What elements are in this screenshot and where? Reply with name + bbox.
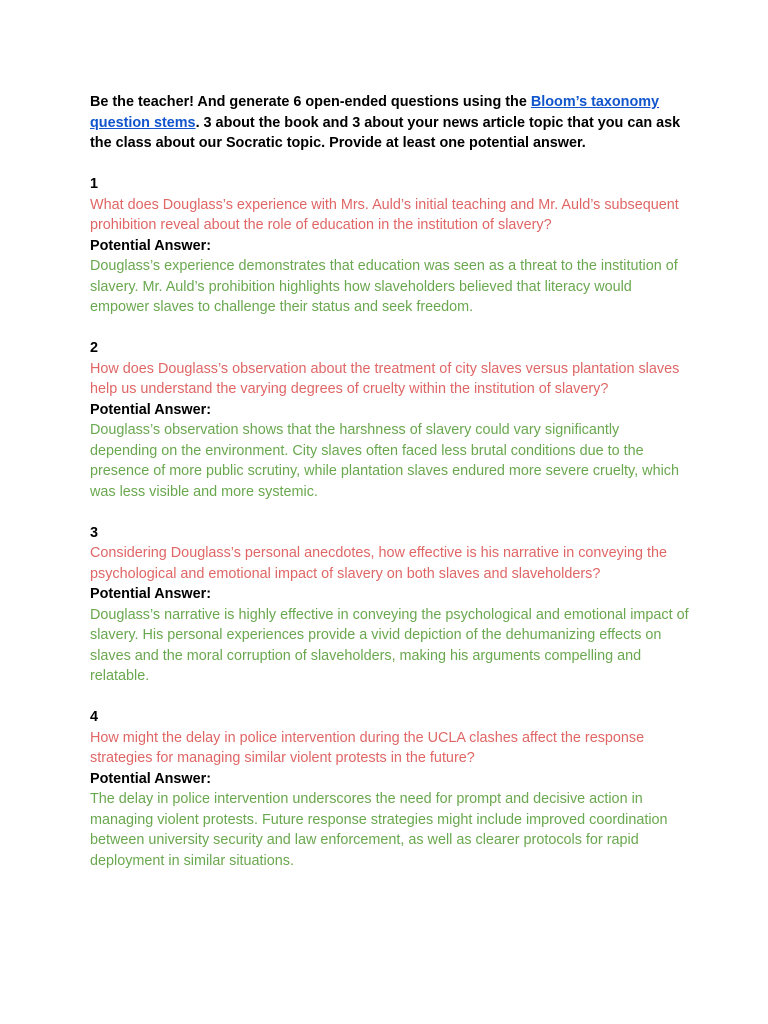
question-text: Considering Douglass’s personal anecdotes, how effective is his narrative in conveying the psychological and emotional impact of slavery on both slaves and slaveholders? [90, 545, 668, 582]
answer-text: The delay in police intervention underscores the need for prompt and decisive action in managing violent protests. Future response strategies might include improved coordination between university security and law enforcement, as well as clearer protocols for rapid deployment in similar situations. [90, 791, 668, 869]
answer-text: Douglass’s experience demonstrates that education was seen as a threat to the institution of slavery. Mr. Auld’s prohibition highlights how slaveholders believed that literacy would empower slaves to challenge their status and seek freedom. [90, 258, 678, 315]
potential-answer-label: Potential Answer: [90, 237, 212, 254]
question-block-3 [90, 523, 690, 687]
answer-text: Douglass’s observation shows that the harshness of slavery could vary significantly depending on the environment. City slaves often faced less brutal conditions due to the presence of more public scrutiny, while plantation slaves endured more severe cruelty, which was less visible and more systemic. [90, 422, 679, 500]
question-number: 3 [90, 524, 99, 541]
question-number: 2 [90, 340, 99, 356]
question-text: How does Douglass’s observation about the treatment of city slaves versus plantation slaves help us understand the varying degrees of cruelty within the institution of slavery? [90, 360, 680, 397]
potential-answer-label: Potential Answer: [90, 770, 212, 787]
question-block-1 [90, 174, 690, 318]
question-number: 1 [90, 176, 99, 192]
answer-text: Douglass’s narrative is highly effective in conveying the psychological and emotional impact of slavery. His personal experiences provide a vivid depiction of the dehumanizing effects on slaves and the moral corruption of slaveholders, making his arguments compelling and relatable. [90, 606, 689, 684]
instructions-paragraph [90, 92, 690, 154]
potential-answer-label: Potential Answer: [90, 401, 212, 418]
question-text: How might the delay in police intervention during the UCLA clashes affect the response strategies for managing similar violent protests in the future? [90, 729, 645, 766]
question-block-2 [90, 338, 690, 502]
document-page [90, 92, 690, 892]
blooms-taxonomy-link[interactable]: Bloom’s taxonomy question stems [90, 94, 660, 131]
question-number: 4 [90, 709, 99, 725]
instructions-text-end: . 3 about the book and 3 about your news article topic that you can ask the class about our Socratic topic. Provide at least one potential answer. [90, 114, 681, 151]
instructions-text-start: Be the teacher! And generate 6 open-ended questions using the [90, 94, 531, 110]
question-text: What does Douglass’s experience with Mrs. Auld’s initial teaching and Mr. Auld’s subsequent prohibition reveal about the role of education in the institution of slavery? [90, 196, 679, 233]
potential-answer-label: Potential Answer: [90, 586, 212, 602]
question-block-4 [90, 707, 690, 871]
